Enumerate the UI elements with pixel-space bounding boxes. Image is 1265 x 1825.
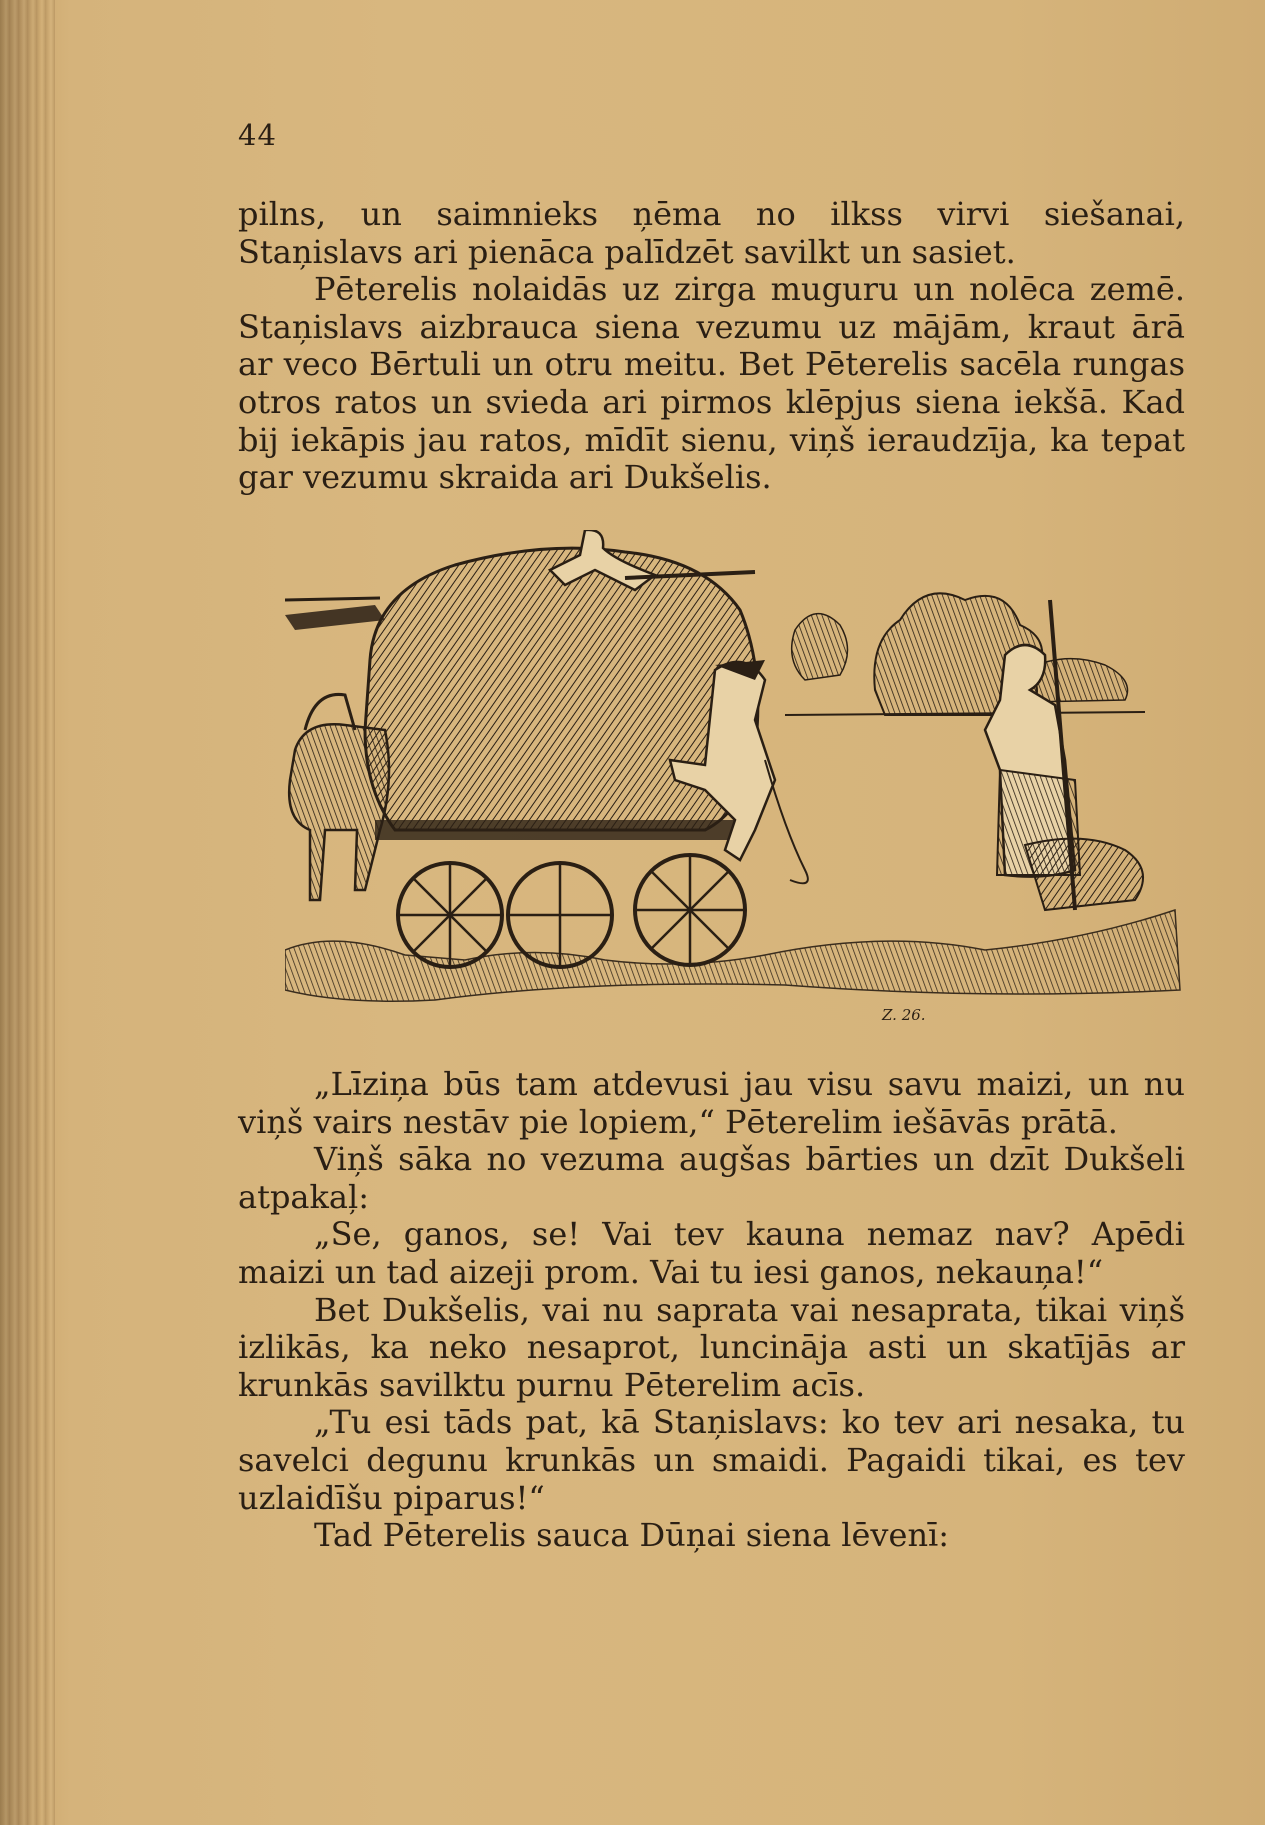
paragraph: „Līziņa būs tam atdevusi jau visu savu maizi, un nu viņš vairs nestāv pie lopiem,“ Pēterelim iešāvās prātā. — [238, 1065, 1185, 1141]
paragraph: Bet Dukšelis, vai nu saprata vai nesaprata, tikai viņš izlikās, ka neko nesaprot, luncināja asti un skatījās ar krunkās savilktu purnu Pēterelim acīs. — [238, 1290, 1185, 1404]
paragraph: Pēterelis nolaidās uz zirga muguru un nolēca zemē. Staņislavs aizbrauca siena vezumu uz mājām, kraut ārā ar veco Bērtuli un otru meitu. Bet Pēterelis sacēla rungas otros ratos un svieda ari pirmos klēpjus siena iekšā. Kad bij iekāpis jau ratos, mīdīt sienu, viņš ieraudzīja, ka tepat gar vezumu skraida ari Dukšelis. — [238, 270, 1185, 497]
text-block-top — [238, 196, 1185, 497]
hay-cart-illustration — [285, 530, 1190, 1040]
paragraph: Tad Pēterelis sauca Dūņai siena lēvenī: — [314, 1516, 950, 1555]
text-block-bottom — [238, 1066, 1185, 1555]
illustration-credit: Z. 26. — [882, 1006, 926, 1024]
paragraph: pilns, un saimnieks ņēma no ilkss virvi siešanai, Staņislavs ari pienāca palīdzēt savilkt un sasiet. — [238, 195, 1185, 271]
paragraph: „Tu esi tāds pat, kā Staņislavs: ko tev ari nesaka, tu savelci degunu krunkās un smaidi. Pagaidi tikai, es tev uzlaidīšu piparus!“ — [238, 1403, 1185, 1517]
page-binding-edge — [0, 0, 55, 1825]
paragraph: „Se, ganos, se! Vai tev kauna nemaz nav? Apēdi maizi un tad aizeji prom. Vai tu iesi ganos, nekauņa!“ — [238, 1215, 1185, 1291]
paragraph: Viņš sāka no vezuma augšas bārties un dzīt Dukšeli atpakaļ: — [238, 1140, 1185, 1216]
page-number: 44 — [238, 118, 277, 152]
